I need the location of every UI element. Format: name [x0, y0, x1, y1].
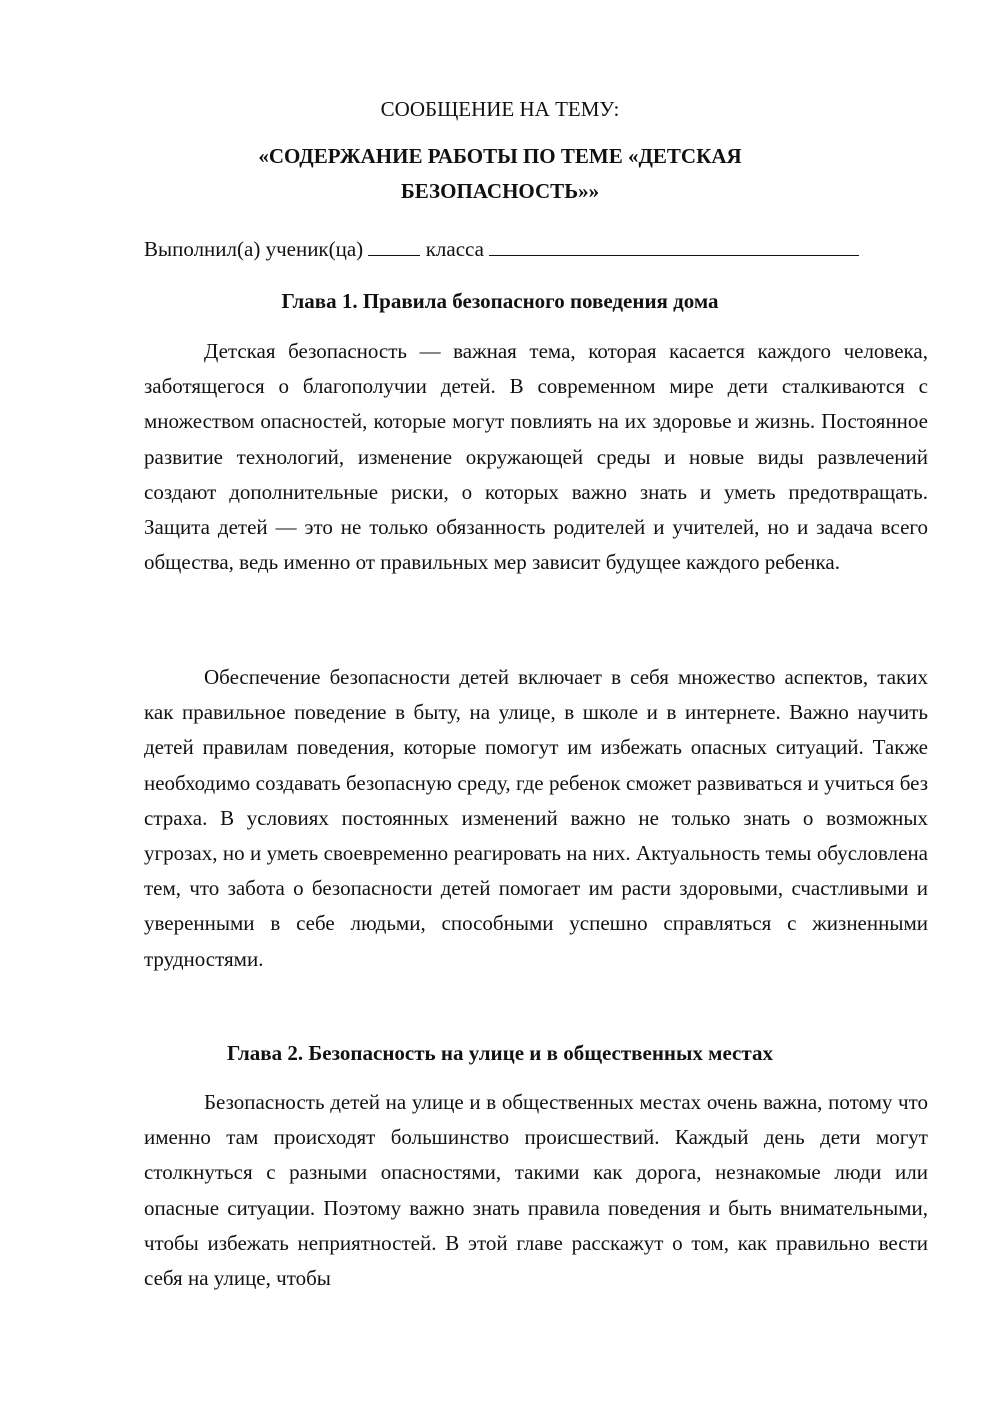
chapter-1-paragraph-1: Детская безопасность — важная тема, которая касается каждого человека, заботящегося о благополучии детей. В современном мире дети сталкиваются с множеством опасностей, которые могут повлиять на их здоровье и жизнь. Постоянное развитие технологий, изменение окружающей среды и новые виды развлечений создают дополнительные риски, о которых важно знать и уметь предотвращать. Защита детей — это не только обязанность родителей и учителей, но и задача всего общества, ведь именно от правильных мер зависит будущее каждого ребенка. — [144, 339, 928, 575]
class-label: класса — [425, 237, 484, 261]
chapter-2-heading: Глава 2. Безопасность на улице и в общественных местах — [227, 1041, 773, 1065]
chapter-2-paragraph-1: Безопасность детей на улице и в общественных местах очень важна, потому что именно там происходят большинство происшествий. Каждый день дети могут столкнуться с разными опасностями, такими как дорога, незнакомые люди или опасные ситуации. Поэтому важно знать правила поведения и быть внимательными, чтобы избежать неприятностей. В этой главе расскажут о том, как правильно вести себя на улице, чтобы — [144, 1090, 928, 1291]
doc-subject-label: СООБЩЕНИЕ НА ТЕМУ: — [380, 97, 620, 121]
doc-title-line-1: «СОДЕРЖАНИЕ РАБОТЫ ПО ТЕМЕ «ДЕТСКАЯ — [258, 144, 742, 168]
chapter-1-paragraph-2: Обеспечение безопасности детей включает в себя множество аспектов, таких как правильное поведение в быту, на улице, в школе и в интернете. Важно научить детей правилам поведения, которые помогут им избежать опасных ситуаций. Также необходимо создавать безопасную среду, где ребенок сможет развиваться и учиться без страха. В условиях постоянных изменений важно не только знать о возможных угрозах, но и уметь своевременно реагировать на них. Актуальность темы обусловлена тем, что забота о безопасности детей помогает им расти здоровыми, счастливыми и уверенными в себе людьми, способными успешно справляться с жизненными трудностями. — [144, 665, 928, 971]
doc-title-line-2: БЕЗОПАСНОСТЬ»» — [400, 179, 600, 203]
author-line — [144, 236, 859, 260]
student-name-blank — [489, 236, 859, 256]
student-label: Выполнил(а) ученик(ца) — [144, 237, 364, 261]
chapter-1-heading: Глава 1. Правила безопасного поведения дома — [281, 289, 719, 313]
class-number-blank — [368, 236, 420, 256]
